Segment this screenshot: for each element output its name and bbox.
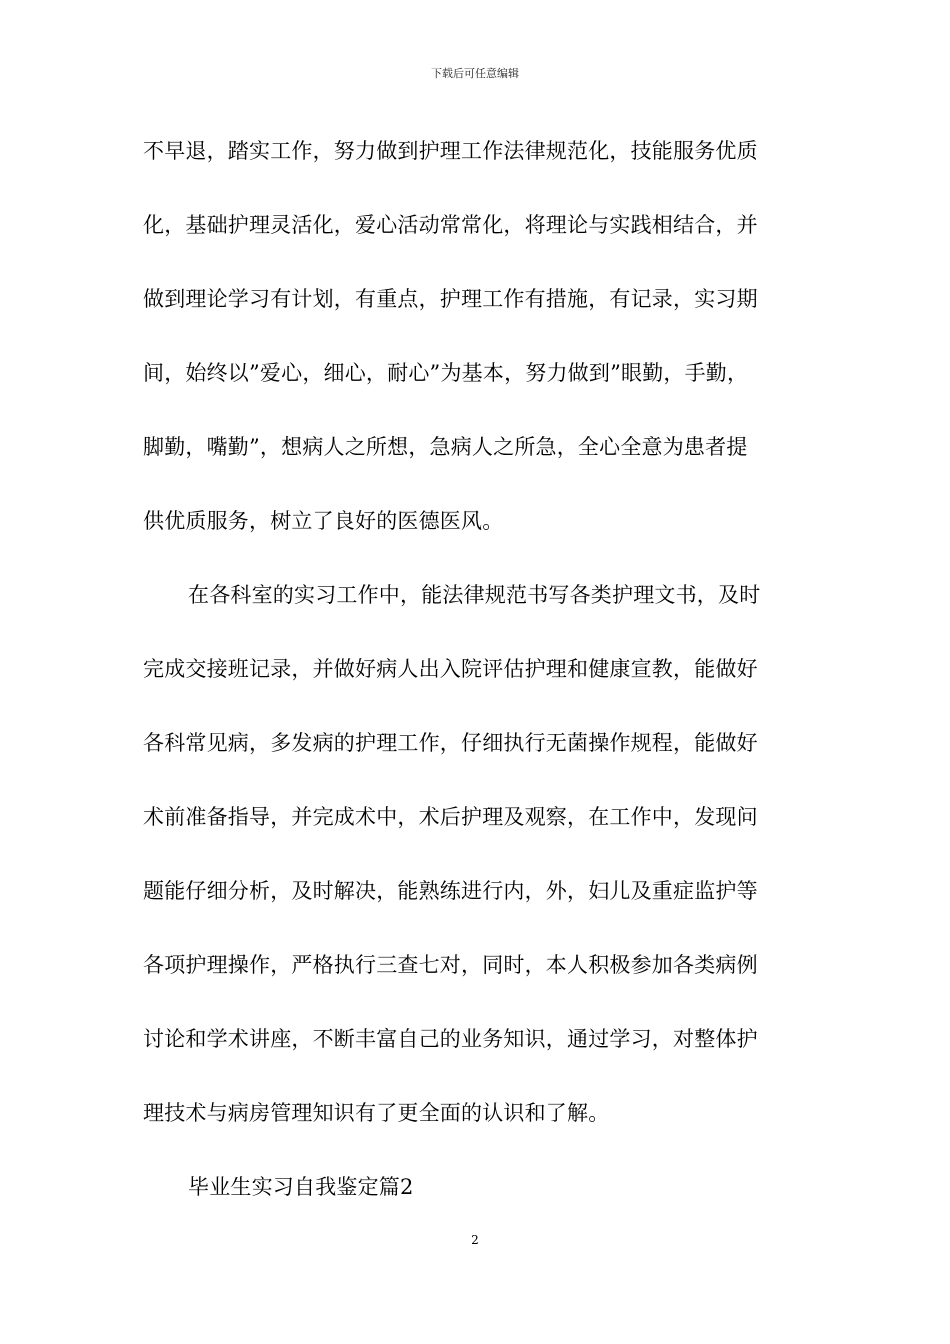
text-line: 供优质服务，树立了良好的医德医风。 (143, 509, 504, 533)
text-line: 做到理论学习有计划，有重点，护理工作有措施，有记录，实习期 (143, 287, 758, 311)
text-line: 题能仔细分析，及时解决，能熟练进行内，外，妇儿及重症监护等 (143, 879, 758, 903)
paragraph-first-line: 在各科室的实习工作中，能法律规范书写各类护理文书，及时 (188, 583, 761, 607)
page-number: 2 (471, 1233, 479, 1247)
text-line: 不早退，踏实工作，努力做到护理工作法律规范化，技能服务优质 (143, 139, 758, 163)
text-line: 完成交接班记录，并做好病人出入院评估护理和健康宣教，能做好 (143, 657, 758, 681)
text-line: 术前准备指导，并完成术中，术后护理及观察，在工作中，发现问 (143, 805, 758, 829)
text-line: 化，基础护理灵活化，爱心活动常常化，将理论与实践相结合，并 (143, 213, 758, 237)
text-line: 理技术与病房管理知识有了更全面的认识和了解。 (143, 1101, 610, 1125)
document-body (143, 128, 823, 1238)
text-line: 各科常见病，多发病的护理工作，仔细执行无菌操作规程，能做好 (143, 731, 758, 755)
text-line: 讨论和学术讲座，不断丰富自己的业务知识，通过学习，对整体护 (143, 1027, 758, 1051)
header-note: 下载后可任意编辑 (431, 67, 519, 80)
text-line: 间，始终以”爱心，细心，耐心”为基本，努力做到”眼勤，手勤， (143, 361, 749, 385)
text-line: 各项护理操作，严格执行三查七对，同时，本人积极参加各类病例 (143, 953, 758, 977)
section-heading: 毕业生实习自我鉴定篇2 (188, 1175, 414, 1199)
text-line: 脚勤，嘴勤”，想病人之所想，急病人之所急，全心全意为患者提 (143, 435, 748, 459)
